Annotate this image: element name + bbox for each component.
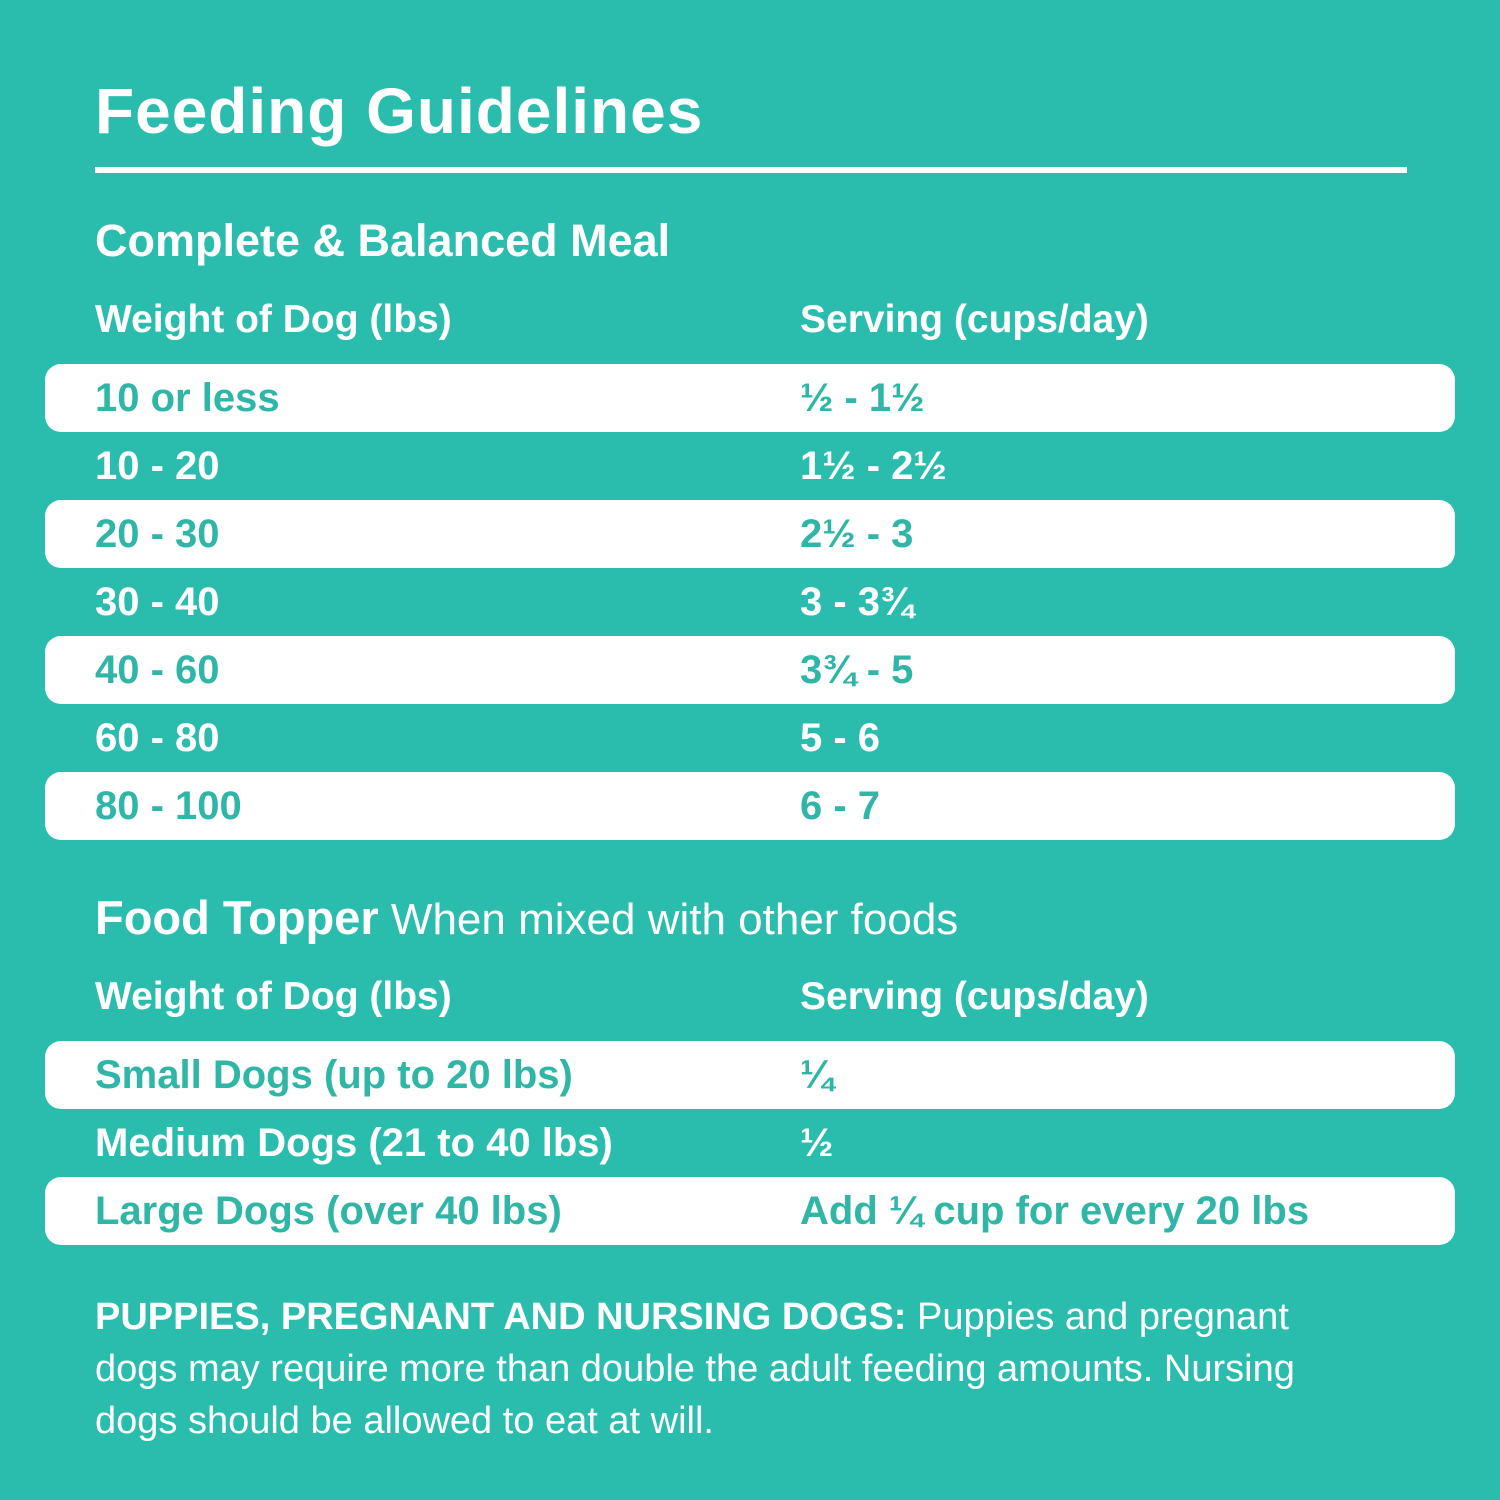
table-row <box>45 364 1455 432</box>
serving-cell: ¼ <box>800 1052 834 1097</box>
weight-cell: Large Dogs (over 40 lbs) <box>95 1188 562 1233</box>
topper-col-serving-header: Serving (cups/day) <box>800 975 1149 1018</box>
topper-section-heading <box>95 890 1455 947</box>
table-row <box>45 704 1455 772</box>
table-row <box>45 1109 1455 1177</box>
weight-cell: 20 - 30 <box>95 511 220 556</box>
table-row <box>45 432 1455 500</box>
serving-cell: 1½ - 2½ <box>800 443 947 488</box>
weight-cell: 10 or less <box>95 375 280 420</box>
weight-cell: Medium Dogs (21 to 40 lbs) <box>95 1120 613 1165</box>
footnote-line-2: dogs may require more than double the adult feeding amounts. Nursing <box>95 1348 1295 1390</box>
puppies-footnote <box>95 1291 1415 1447</box>
serving-cell: 3 - 3¾ <box>800 579 914 624</box>
table-row <box>45 1177 1455 1245</box>
weight-cell: 80 - 100 <box>95 783 242 828</box>
topper-heading-title: Food Topper <box>95 891 379 944</box>
footnote-line-1-rest: Puppies and pregnant <box>917 1296 1289 1338</box>
serving-cell: Add ¼ cup for every 20 lbs <box>800 1188 1310 1233</box>
topper-heading-subtitle: When mixed with other foods <box>390 895 959 944</box>
table-row <box>45 500 1455 568</box>
weight-cell: 10 - 20 <box>95 443 220 488</box>
footnote-line-1 <box>95 1291 1415 1343</box>
topper-table <box>45 1041 1455 1245</box>
weight-cell: 60 - 80 <box>95 715 220 760</box>
table-row <box>45 636 1455 704</box>
weight-cell: 40 - 60 <box>95 647 220 692</box>
page-title: Feeding Guidelines <box>95 75 704 147</box>
serving-cell: 5 - 6 <box>800 715 881 760</box>
table-row <box>45 568 1455 636</box>
title-underline <box>95 167 1407 173</box>
weight-cell: Small Dogs (up to 20 lbs) <box>95 1052 573 1097</box>
serving-cell: ½ <box>800 1120 834 1165</box>
meal-section-heading: Complete & Balanced Meal <box>95 215 671 266</box>
table-row <box>45 1041 1455 1109</box>
footnote-lead: PUPPIES, PREGNANT AND NURSING DOGS: <box>95 1296 907 1338</box>
meal-col-serving-header: Serving (cups/day) <box>800 298 1149 341</box>
serving-cell: 3¾ - 5 <box>800 647 914 692</box>
serving-cell: 2½ - 3 <box>800 511 914 556</box>
serving-cell: ½ - 1½ <box>800 375 925 420</box>
meal-col-weight-header: Weight of Dog (lbs) <box>95 298 452 341</box>
meal-column-headers <box>45 296 1455 344</box>
topper-col-weight-header: Weight of Dog (lbs) <box>95 975 452 1018</box>
serving-cell: 6 - 7 <box>800 783 881 828</box>
table-row <box>45 772 1455 840</box>
weight-cell: 30 - 40 <box>95 579 220 624</box>
meal-table <box>45 364 1455 840</box>
footnote-line-3: dogs should be allowed to eat at will. <box>95 1400 714 1442</box>
topper-column-headers <box>45 973 1455 1021</box>
